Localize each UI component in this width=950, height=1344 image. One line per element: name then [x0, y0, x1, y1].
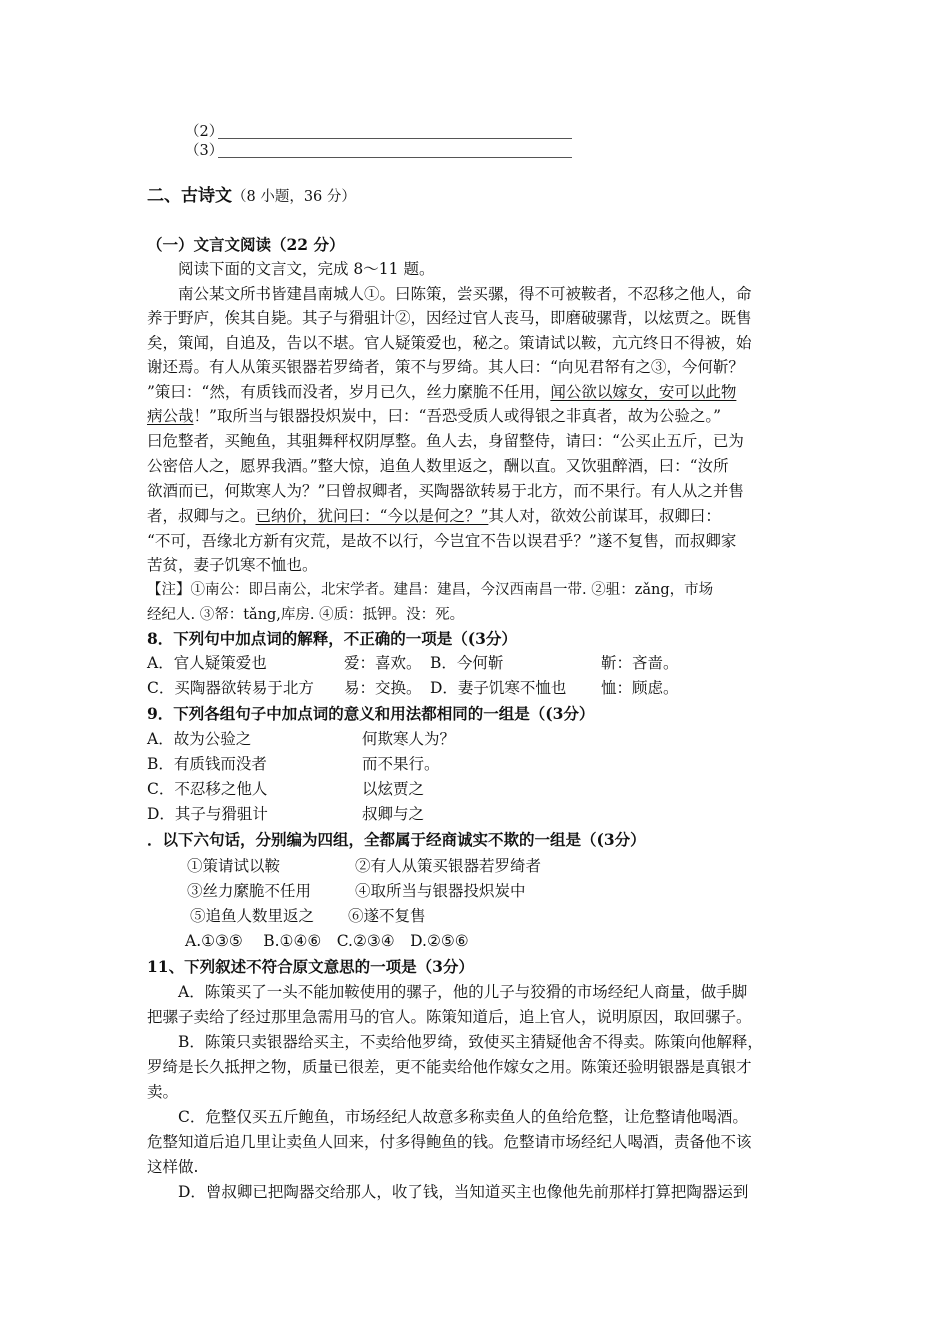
footnote-line: 经纪人. ③帑：tǎng,库房. ④质：抵钾。没：死。 — [147, 607, 465, 623]
underlined-sentence-end: 病公哉 — [147, 407, 194, 425]
footnote-line: 【注】①南公：即吕南公，北宋学者。建昌：建昌，今汉西南昌一带. ②驵：zǎng，市场 — [147, 582, 714, 598]
q11-option-a-line: A．陈策买了一头不能加鞍使用的骡子，他的儿子与狡猾的市场经纪人商量，做手脚 — [178, 983, 748, 1001]
instructions: 阅读下面的文言文，完成 8～11 题。 — [178, 260, 435, 278]
q11-option-d-line: D．曾叔卿已把陶器交给那人，收了钱，当知道买主也像他先前那样打算把陶器运到 — [178, 1183, 749, 1201]
passage-line: 欲酒而已，何欺寒人为？”曰曾叔卿者，买陶器欲转易于北方，而不果行。有人从之并售 — [147, 482, 744, 500]
q8-option-c-gloss: 易：交换。 — [344, 679, 422, 697]
passage-line: “不可，吾缘北方新有灾荒，是故不以行，今岂宜不告以误君乎？”遂不复售，而叔卿家 — [147, 532, 737, 550]
q11-option-c-line: C．危整仅买五斤鲍鱼，市场经纪人故意多称卖鱼人的鱼给危整，让危整请他喝酒。 — [178, 1108, 748, 1126]
blank-label-3: （3） — [185, 143, 224, 159]
question-10-stem: ．以下六句话，分别编为四组，全都属于经商诚实不欺的一组是（(3分） — [147, 830, 646, 849]
q11-option-c-line: 危整知道后追几里让卖鱼人回来，付多得鲍鱼的钱。危整请市场经纪人喝酒，责备他不该 — [147, 1133, 752, 1151]
passage-line: 养于野庐，俟其自毙。其子与猾驵计②，因经过官人丧马，即磨破骡背，以炫贾之。既售 — [147, 309, 752, 327]
underlined-sentence: 已纳价，犹问曰：“今以是何之？” — [255, 507, 489, 525]
q8-option-a: A．官人疑策爱也 — [147, 654, 267, 672]
q11-option-b-line: 卖。 — [147, 1083, 179, 1101]
q8-option-c: C．买陶器欲转易于北方 — [147, 679, 314, 697]
underlined-sentence: 闻公欲以嫁女，安可以此物 — [550, 383, 737, 401]
q10-sentence-5: ⑤追鱼人数里返之 — [190, 907, 315, 925]
q9-option-a-2: 何欺寒人为？ — [362, 730, 456, 748]
q8-option-a-gloss: 爱：喜欢。 — [344, 654, 422, 672]
q10-sentence-4: ④取所当与银器投炽炭中 — [355, 882, 526, 900]
section-title-main: 二、古诗文 — [147, 186, 232, 206]
question-8-stem: 8．下列句中加点词的解释，不正确的一项是（(3分） — [147, 629, 517, 648]
blank-label-2: （2） — [185, 124, 224, 140]
q10-sentence-1: ①策请试以鞍 — [187, 857, 281, 875]
passage-line — [147, 405, 721, 427]
passage-segment: 其人对，欲效公前谋耳，叔卿曰： — [488, 507, 721, 525]
passage-segment: 者，叔卿与之。 — [147, 507, 256, 525]
passage-line: 苦贫，妻子饥寒不恤也。 — [147, 556, 318, 574]
q9-option-d-2: 叔卿与之 — [362, 805, 425, 823]
question-11-stem: 11、下列叙述不符合原文意思的一项是（3分） — [147, 957, 474, 976]
part-title: （一）文言文阅读（22 分） — [147, 235, 345, 254]
q9-option-c-2: 以炫贾之 — [362, 780, 425, 798]
q8-option-d-gloss: 恤：顾虑。 — [601, 679, 679, 697]
passage-line: 矣，策闻，自追及，告以不堪。官人疑策爱也，秘之。策请试以鞍，亢亢终日不得被，始 — [147, 334, 752, 352]
q10-sentence-2: ②有人从策买银器若罗绮者 — [355, 857, 542, 875]
q9-option-b-1: B．有质钱而没者 — [147, 755, 267, 773]
question-9-stem: 9．下列各组句子中加点词的意义和用法都相同的一组是（(3分） — [147, 704, 595, 723]
q11-option-c-line: 这样做. — [147, 1158, 199, 1176]
q10-options: A.①③⑤ B.①④⑥ C.②③④ D.②⑤⑥ — [185, 932, 469, 950]
q11-option-b-line: 罗绮是长久抵押之物，质量已很差，更不能卖给他作嫁女之用。陈策还验明银器是真银才 — [147, 1058, 752, 1076]
passage-line: 曰危整者，买鲍鱼，其驵舞秤权阴厚整。鱼人去，身留整侍，请曰：“公买止五斤，已为 — [147, 432, 744, 450]
answer-blank-3 — [218, 157, 572, 158]
section-title — [147, 185, 356, 208]
passage-line — [147, 505, 721, 527]
q9-option-d-1: D．其子与猾驵计 — [147, 805, 268, 823]
q11-option-b-line: B．陈策只卖银器给买主，不卖给他罗绮，致使买主猜疑他舍不得卖。陈策向他解释， — [178, 1033, 763, 1051]
passage-line — [147, 381, 736, 403]
section-title-sub: （8 小题，36 分） — [232, 189, 356, 205]
passage-line: 南公某文所书皆建昌南城人①。曰陈策，尝买骡，得不可被鞍者，不忍移之他人，命 — [178, 285, 752, 303]
q10-sentence-3: ③丝力縻脆不任用 — [187, 882, 312, 900]
q9-option-c-1: C．不忍移之他人 — [147, 780, 268, 798]
passage-segment: ！”取所当与银器投炽炭中，曰：“吾恐受质人或得银之非真者，故为公验之。” — [193, 407, 722, 425]
passage-segment: ”策曰：“然，有质钱而没者，岁月已久，丝力縻脆不任用， — [147, 383, 551, 401]
passage-line: 谢还焉。有人从策买银器若罗绮者，策不与罗绮。其人曰：“向见君帑有之③，今何靳？ — [147, 358, 744, 376]
passage-line: 公密倍人之，愿界我酒。”整大惊，追鱼人数里返之，酬以直。又饮驵醉酒，曰：“汝所 — [147, 457, 729, 475]
q8-option-b-gloss: 靳：吝啬。 — [601, 654, 679, 672]
answer-blank-2 — [218, 138, 572, 139]
q9-option-a-1: A．故为公验之 — [147, 730, 252, 748]
q8-option-d: D．妻子饥寒不恤也 — [430, 679, 567, 697]
q10-sentence-6: ⑥遂不复售 — [348, 907, 426, 925]
q8-option-b: B．今何靳 — [430, 654, 504, 672]
q9-option-b-2: 而不果行。 — [362, 755, 440, 773]
q11-option-a-line: 把骡子卖给了经过那里急需用马的官人。陈策知道后，追上官人，说明原因，取回骡子。 — [147, 1008, 752, 1026]
